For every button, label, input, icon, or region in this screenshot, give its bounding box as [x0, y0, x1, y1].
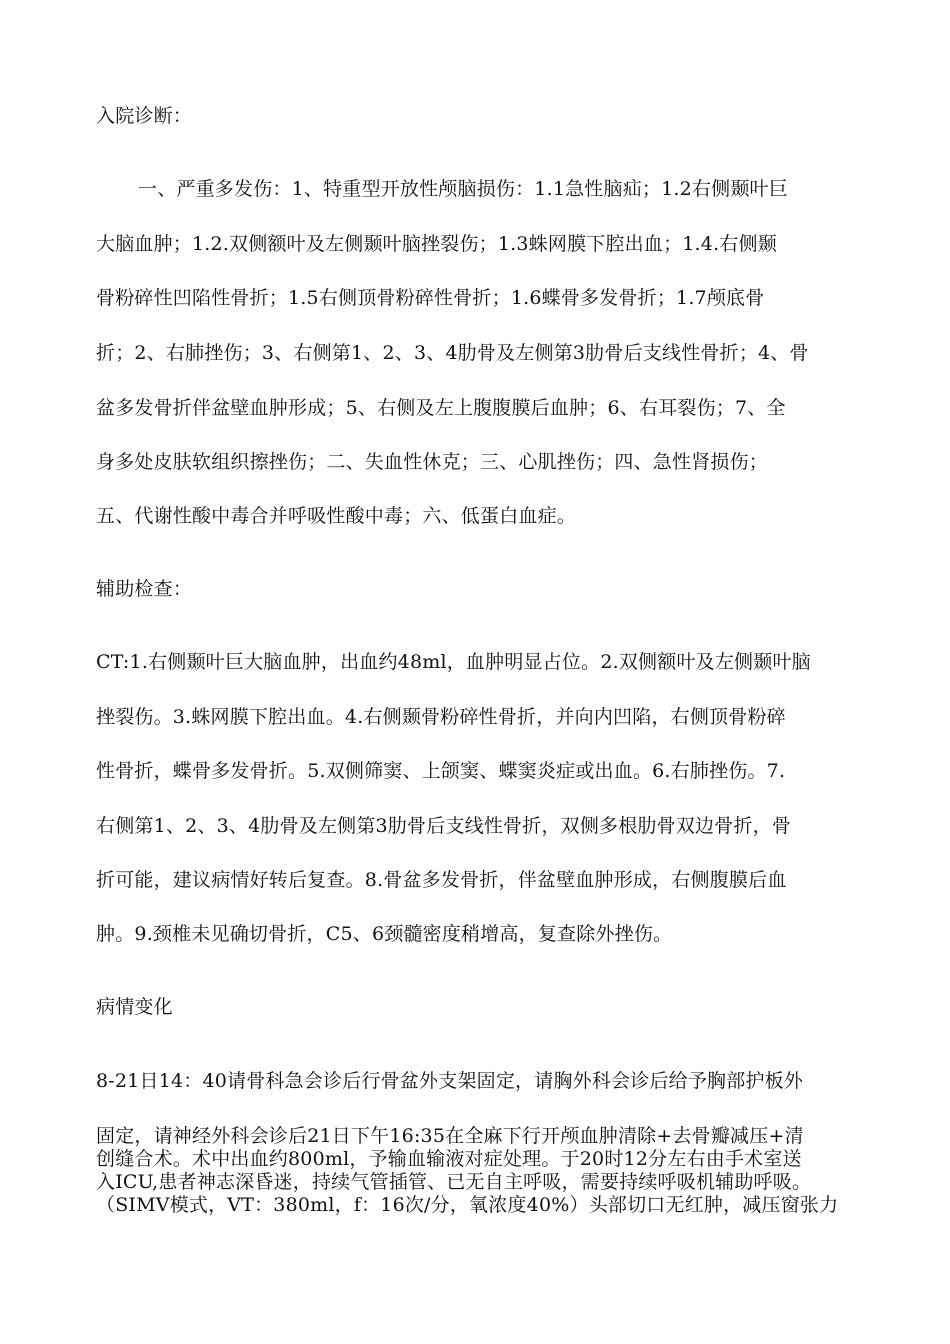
auxiliary-exam-heading: 辅助检查： [96, 578, 193, 600]
condition-line: 入ICU,患者神志深昏迷，持续气管插管、已无自主呼吸，需要持续呼吸机辅助呼吸。 [96, 1171, 812, 1193]
condition-line: 8-21日14：40请骨科急会诊后行骨盆外支架固定，请胸外科会诊后给予胸部护板外 [96, 1070, 804, 1092]
diagnosis-line: 一、严重多发伤：1、特重型开放性颅脑损伤：1.1急性脑疝；1.2右侧颞叶巨 [138, 178, 788, 200]
condition-changes-heading: 病情变化 [96, 996, 173, 1018]
diagnosis-line: 骨粉碎性凹陷性骨折；1.5右侧顶骨粉碎性骨折；1.6蝶骨多发骨折；1.7颅底骨 [96, 287, 765, 309]
exam-line: 挫裂伤。3.蛛网膜下腔出血。4.右侧颞骨粉碎性骨折，并向内凹陷，右侧顶骨粉碎 [96, 706, 786, 728]
diagnosis-line: 五、代谢性酸中毒合并呼吸性酸中毒；六、低蛋白血症。 [96, 505, 577, 527]
condition-line: 创缝合术。术中出血约800ml，予输血输液对症处理。于20时12分左右由手术室送 [96, 1148, 802, 1170]
diagnosis-line: 盆多发骨折伴盆壁血肿形成；5、右侧及左上腹腹膜后血肿；6、右耳裂伤；7、全 [96, 397, 786, 419]
condition-line: 固定，请神经外科会诊后21日下午16:35在全麻下行开颅血肿清除+去骨瓣减压+清 [96, 1125, 804, 1147]
condition-line: （SIMV模式，VT：380ml，f：16次/分，氧浓度40%）头部切口无红肿，减压窗张力 [96, 1194, 839, 1216]
admission-diagnosis-heading: 入院诊断： [96, 105, 193, 127]
diagnosis-line: 折；2、右肺挫伤；3、右侧第1、2、3、4肋骨及左侧第3肋骨后支线性骨折；4、骨 [96, 342, 809, 364]
diagnosis-line: 大脑血肿；1.2.双侧额叶及左侧颞叶脑挫裂伤；1.3蛛网膜下腔出血；1.4.右侧颞 [96, 233, 777, 255]
exam-line: 右侧第1、2、3、4肋骨及左侧第3肋骨后支线性骨折，双侧多根肋骨双边骨折，骨 [96, 815, 792, 837]
exam-line: 性骨折，蝶骨多发骨折。5.双侧筛窦、上颌窦、蝶窦炎症或出血。6.右肺挫伤。7. [96, 760, 786, 782]
diagnosis-line: 身多处皮肤软组织擦挫伤；二、失血性休克；三、心肌挫伤；四、急性肾损伤； [96, 451, 769, 473]
exam-line: 肿。9.颈椎未见确切骨折，C5、6颈髓密度稍增高，复查除外挫伤。 [96, 923, 673, 945]
exam-line: 折可能，建议病情好转后复查。8.骨盆多发骨折，伴盆壁血肿形成，右侧腹膜后血 [96, 869, 787, 891]
exam-line: CT:1.右侧颞叶巨大脑血肿，出血约48ml，血肿明显占位。2.双侧额叶及左侧颞叶脑 [96, 651, 811, 673]
